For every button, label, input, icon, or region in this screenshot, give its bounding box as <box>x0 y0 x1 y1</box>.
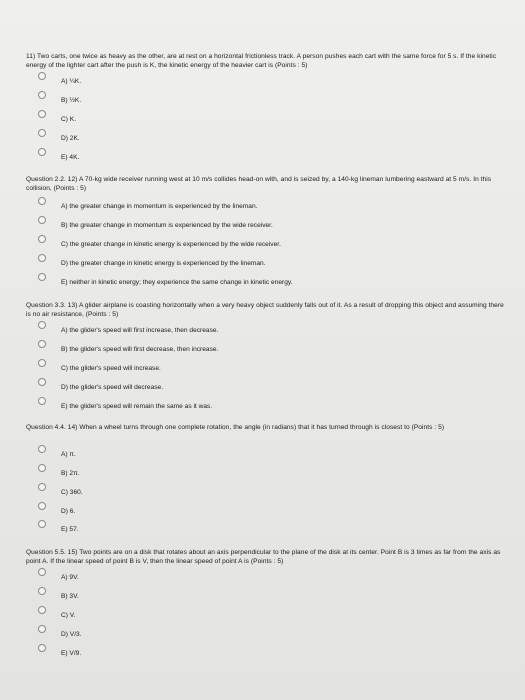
radio-button[interactable] <box>38 110 46 118</box>
option-label: A) the greater change in momentum is experienced by the lineman. <box>61 203 258 210</box>
option-14-a[interactable] <box>38 445 76 465</box>
radio-button[interactable] <box>38 378 46 386</box>
option-label: C) 360. <box>61 489 83 496</box>
radio-button[interactable] <box>38 216 46 224</box>
option-12-c[interactable] <box>38 235 281 255</box>
option-12-e[interactable] <box>38 273 293 293</box>
radio-button[interactable] <box>38 91 46 99</box>
option-label: C) K. <box>61 116 77 123</box>
radio-button[interactable] <box>38 625 46 633</box>
option-14-e[interactable] <box>38 520 79 540</box>
option-13-e[interactable] <box>38 397 212 417</box>
option-label: B) the glider's speed will first decrease, then increase. <box>61 346 219 353</box>
question-13-text: Question 3.3. 13) A glider airplane is coasting horizontally when a very heavy object suddenly falls out of it. As a result of dropping this object and assuming there is no air resistance, (Points : 5) <box>26 302 504 318</box>
option-14-c[interactable] <box>38 483 83 503</box>
radio-button[interactable] <box>38 464 46 472</box>
radio-button[interactable] <box>38 483 46 491</box>
radio-button[interactable] <box>38 129 46 137</box>
option-11-e[interactable] <box>38 148 79 168</box>
option-14-d[interactable] <box>38 502 75 522</box>
radio-button[interactable] <box>38 502 46 510</box>
option-label: E) neither in kinetic energy; they experience the same change in kinetic energy. <box>61 279 293 286</box>
option-15-e[interactable] <box>38 644 81 664</box>
option-15-a[interactable] <box>38 568 79 588</box>
radio-button[interactable] <box>38 321 46 329</box>
option-label: E) 4K. <box>61 154 80 161</box>
question-11-text: 11) Two carts, one twice as heavy as the other, are at rest on a horizontal frictionless track. A person pushes each cart with the same force for 5 s. If the kinetic energy of the lighter cart after the push is K, the kinetic energy of the heavier cart is (Points : 5) <box>26 53 497 69</box>
option-label: D) 2K. <box>61 135 80 142</box>
option-label: D) 6. <box>61 508 76 515</box>
radio-button[interactable] <box>38 273 46 281</box>
radio-button[interactable] <box>38 644 46 652</box>
option-11-d[interactable] <box>38 129 80 149</box>
radio-button[interactable] <box>38 340 46 348</box>
option-label: E) the glider's speed will remain the same as it was. <box>61 403 213 410</box>
option-label: A) ¼K. <box>61 78 82 85</box>
option-label: B) the greater change in momentum is experienced by the wide receiver. <box>61 222 273 229</box>
option-11-b[interactable] <box>38 91 81 111</box>
option-11-c[interactable] <box>38 110 76 130</box>
option-15-d[interactable] <box>38 625 82 645</box>
option-label: E) V/9. <box>61 650 82 657</box>
option-14-b[interactable] <box>38 464 79 484</box>
radio-button[interactable] <box>38 72 46 80</box>
question-12-text: Question 2.2. 12) A 70-kg wide receiver running west at 10 m/s collides head-on with, and is seized by, a 140-kg lineman lumbering eastward at 5 m/s. In this collision, (Points : 5) <box>26 176 492 192</box>
option-label: B) 3V. <box>61 593 79 600</box>
option-label: A) 9V. <box>61 574 79 581</box>
question-15-text: Question 5.5. 15) Two points are on a disk that rotates about an axis perpendicular to the plane of the disk at its center. Point B is 3 times as far from the axis as point A. If the linear speed of point B is V, then the linear speed of point A is (Points : 5) <box>26 549 501 565</box>
radio-button[interactable] <box>38 235 46 243</box>
option-label: D) the glider's speed will decrease. <box>61 384 164 391</box>
radio-button[interactable] <box>38 397 46 405</box>
radio-button[interactable] <box>38 197 46 205</box>
radio-button[interactable] <box>38 254 46 262</box>
option-13-c[interactable] <box>38 359 161 379</box>
radio-button[interactable] <box>38 520 46 528</box>
option-label: C) V. <box>61 612 76 619</box>
option-12-d[interactable] <box>38 254 266 274</box>
option-15-c[interactable] <box>38 606 75 626</box>
option-13-d[interactable] <box>38 378 163 398</box>
option-label: D) the greater change in kinetic energy is experienced by the lineman. <box>61 260 266 267</box>
option-label: C) the greater change in kinetic energy is experienced by the wide receiver. <box>61 241 281 248</box>
option-label: D) V/3. <box>61 631 82 638</box>
option-label: A) the glider's speed will first increase, then decrease. <box>61 327 219 334</box>
option-label: E) 57. <box>61 526 79 533</box>
radio-button[interactable] <box>38 606 46 614</box>
radio-button[interactable] <box>38 568 46 576</box>
question-14-text: Question 4.4. 14) When a wheel turns through one complete rotation, the angle (in radians) that it has turned through is closest to (Points : 5) <box>26 424 445 431</box>
option-15-b[interactable] <box>38 587 79 607</box>
radio-button[interactable] <box>38 148 46 156</box>
radio-button[interactable] <box>38 359 46 367</box>
option-12-b[interactable] <box>38 216 273 236</box>
option-12-a[interactable] <box>38 197 257 217</box>
option-label: B) 2π. <box>61 470 80 477</box>
radio-button[interactable] <box>38 445 46 453</box>
radio-button[interactable] <box>38 587 46 595</box>
option-13-b[interactable] <box>38 340 218 360</box>
option-label: A) π. <box>61 451 76 458</box>
option-13-a[interactable] <box>38 321 218 341</box>
option-label: C) the glider's speed will increase. <box>61 365 161 372</box>
option-11-a[interactable] <box>38 72 81 92</box>
option-label: B) ½K. <box>61 97 82 104</box>
